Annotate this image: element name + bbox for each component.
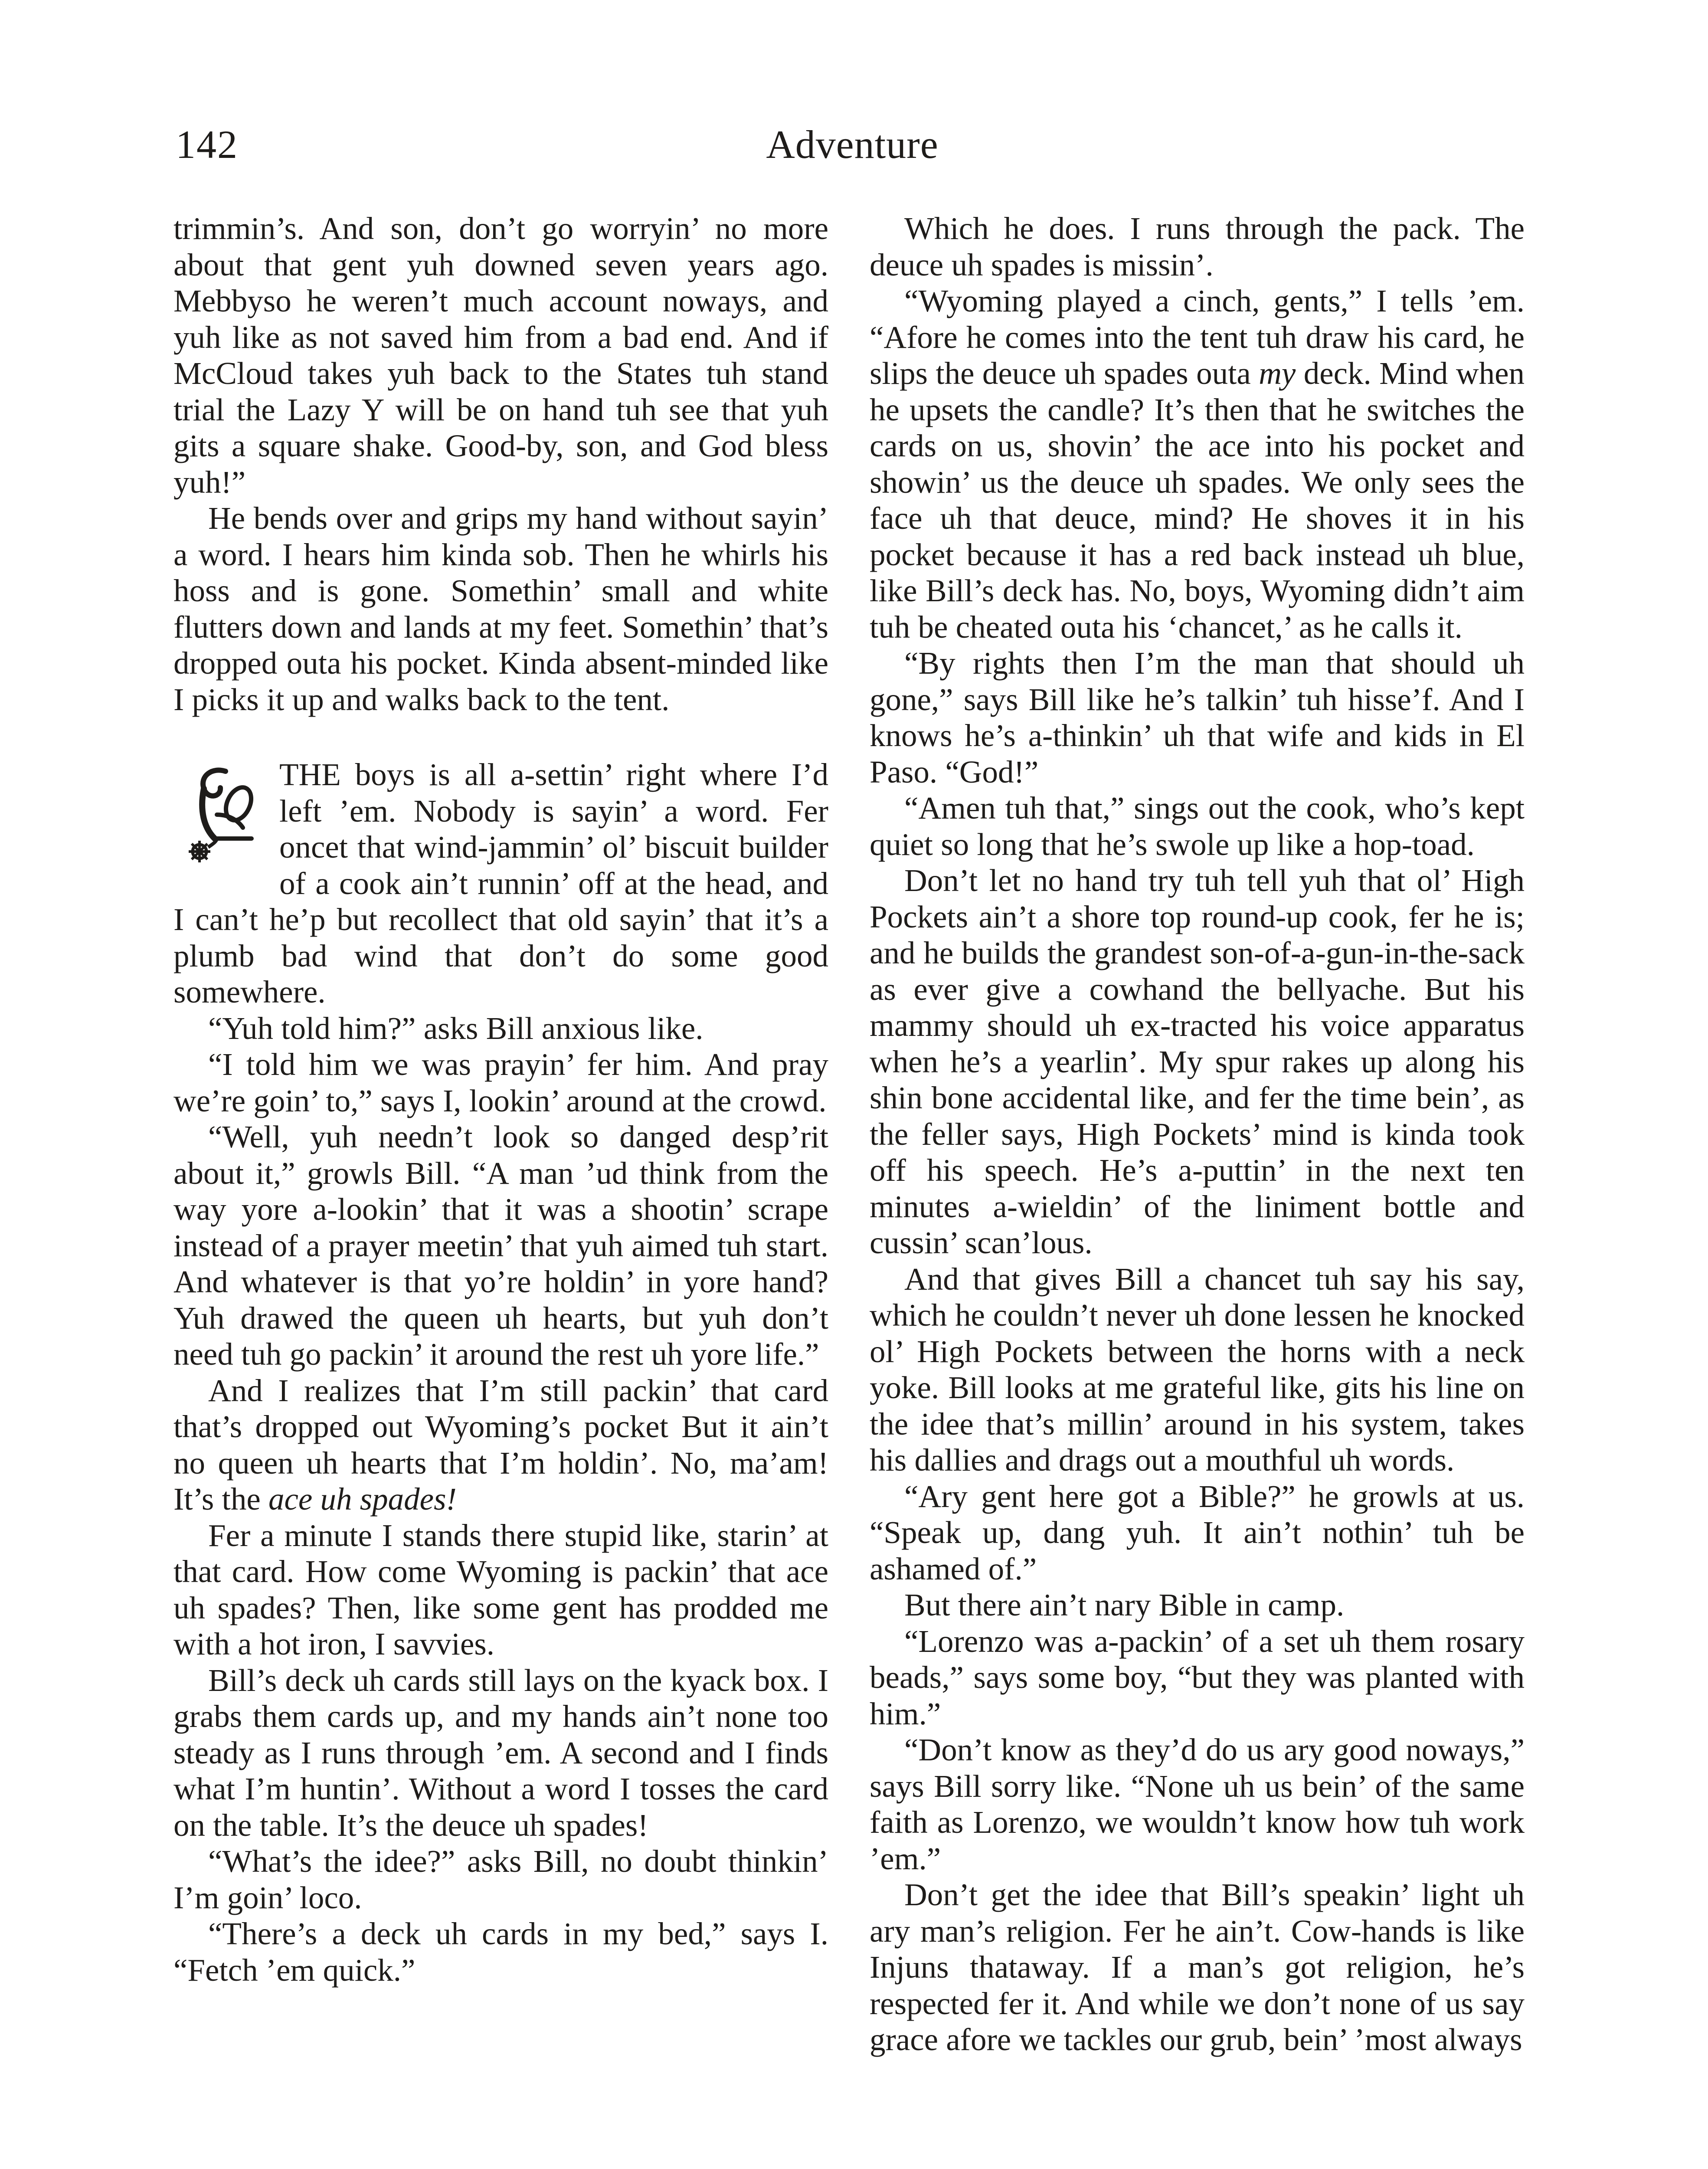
paragraph: “By rights then I’m the man that should uh gone,” says Bill like he’s talkin’ tuh hisse’f. And I knows he’s a-thinkin’ uh that wife and kids in El Paso. “God!” <box>870 645 1525 790</box>
paragraph: THE boys is all a-settin’ right where I’d left ’em. Nobody is sayin’ a word. Fer oncet that wind-jammin’ ol’ biscuit builder of a cook ain’t runnin’ off at the head, and I can’t he’p but recollect that old sayin’ that it’s a plumb bad wind that don’t do some good somewhere. <box>173 757 828 1009</box>
paragraph: Fer a minute I stands there stupid like, starin’ at that card. How come Wyoming is packin’ that ace uh spades? Then, like some gent has prodded me with a hot iron, I savvies. <box>173 1517 828 1661</box>
paragraph: “There’s a deck uh cards in my bed,” says I. “Fetch ’em quick.” <box>173 1916 828 1988</box>
paragraph: Don’t let no hand try tuh tell yuh that ol’ High Pockets ain’t a shore top round-up cook, fer he is; and he builds the grandest son-of-a-gun-in-the-sack as ever give a cowhand the bellyache. But his mammy should uh ex-tracted his voice apparatus when he’s a yearlin’. My spur rakes up along his shin bone accidental like, and fer the time bein’, as the feller says, High Pockets’ mind is kinda took off his speech. He’s a-puttin’ in the next ten minutes a-wieldin’ of the liniment bottle and cussin’ scan’lous. <box>870 863 1525 1260</box>
paragraph-text: And I realizes that I’m still packin’ that card that’s dropped out Wyoming’s pocket But it ain’t no queen uh hearts that I’m holdin’. No, ma’am! It’s the <box>173 1373 828 1517</box>
paragraph: “Lorenzo was a-packin’ of a set uh them rosary beads,” says some boy, “but they was planted with him.” <box>870 1623 1525 1731</box>
paragraph <box>173 1373 828 1517</box>
emphasis-text: ace uh spades! <box>268 1481 457 1517</box>
section-start <box>173 757 828 1010</box>
paragraph: “Well, yuh needn’t look so danged desp’rit about it,” growls Bill. “A man ’ud think from the way yore a-lookin’ that it was a shootin’ scrape instead of a prayer meetin’ that yuh aimed tuh start. And whatever is that yo’re holdin’ in yore hand? Yuh drawed the queen uh hearts, but yuh don’t need tuh go packin’ it around the rest uh yore life.” <box>173 1119 828 1372</box>
paragraph: But there ain’t nary Bible in camp. <box>904 1587 1345 1622</box>
paragraph: Bill’s deck uh cards still lays on the kyack box. I grabs them cards up, and my hands ain’t none too steady as I runs through ’em. A second and I finds what I’m huntin’. Without a word I tosses the card on the table. It’s the deuce uh spades! <box>173 1662 828 1843</box>
page-header <box>176 117 1529 182</box>
left-column <box>173 210 828 1988</box>
paragraph: “Don’t know as they’d do us ary good noways,” says Bill sorry like. “None uh us bein’ of the same faith as Lorenzo, we wouldn’t know how tuh work ’em.” <box>870 1732 1525 1876</box>
paragraph: “Ary gent here got a Bible?” he growls at us. “Speak up, dang yuh. It ain’t nothin’ tuh be ashamed of.” <box>870 1478 1525 1586</box>
paragraph-text: “Wyoming played a cinch, gents,” I tells ’em. “Afore he comes into the tent tuh draw his card, he slips the deuce uh spades outa <box>870 283 1525 391</box>
page-title: Adventure <box>766 122 939 167</box>
right-column <box>870 210 1525 2058</box>
emphasis-text: my <box>1259 356 1296 391</box>
paragraph: “What’s the idee?” asks Bill, no doubt thinkin’ I’m goin’ loco. <box>173 1844 828 1915</box>
paragraph: Don’t get the idee that Bill’s speakin’ light uh ary man’s religion. Fer he ain’t. Cow-hands is like Injuns thataway. If a man’s got religion, he’s respected fer it. And while we don’t none of us say grace afore we tackles our grub, bein’ ’most always <box>870 1877 1525 2057</box>
paragraph: “I told him we was prayin’ fer him. And pray we’re goin’ to,” says I, lookin’ around at the crowd. <box>173 1047 828 1118</box>
page-number: 142 <box>176 122 238 167</box>
paragraph: “Amen tuh that,” sings out the cook, who’s kept quiet so long that he’s swole up like a hop-toad. <box>870 790 1525 862</box>
paragraph: He bends over and grips my hand without sayin’ a word. I hears him kinda sob. Then he whirls his hoss and is gone. Somethin’ small and white flutters down and lands at my feet. Somethin’ that’s dropped outa his pocket. Kinda absent-minded like I picks it up and walks back to the tent. <box>173 501 828 717</box>
paragraph: “Yuh told him?” asks Bill anxious like. <box>208 1010 703 1046</box>
paragraph: trimmin’s. And son, don’t go worryin’ no more about that gent yuh downed seven years ago. Mebbyso he weren’t much account noways, and yuh like as not saved him from a bad end. And if McCloud takes yuh back to the States tuh stand trial the Lazy Y will be on hand tuh see that yuh gits a square shake. Good-by, son, and God bless yuh!” <box>173 211 828 500</box>
spur-dropcap-icon <box>173 763 269 871</box>
paragraph: Which he does. I runs through the pack. The deuce uh spades is missin’. <box>870 211 1525 282</box>
paragraph: And that gives Bill a chancet tuh say his say, which he couldn’t never uh done lessen he knocked ol’ High Pockets between the horns with a neck yoke. Bill looks at me grateful like, gits his line on the idee that’s millin’ around in his system, takes his dallies and drags out a mouthful uh words. <box>870 1261 1525 1478</box>
paragraph-text: deck. Mind when he upsets the candle? It’s then that he switches the cards on us, shovin’ the ace into his pocket and showin’ us the deuce uh spades. We only sees the face uh that deuce, mind? He shoves it in his pocket because it has a red back instead uh blue, like Bill’s deck has. No, boys, Wyoming didn’t aim tuh be cheated outa his ‘chancet,’ as he calls it. <box>870 356 1525 645</box>
paragraph <box>870 283 1525 645</box>
